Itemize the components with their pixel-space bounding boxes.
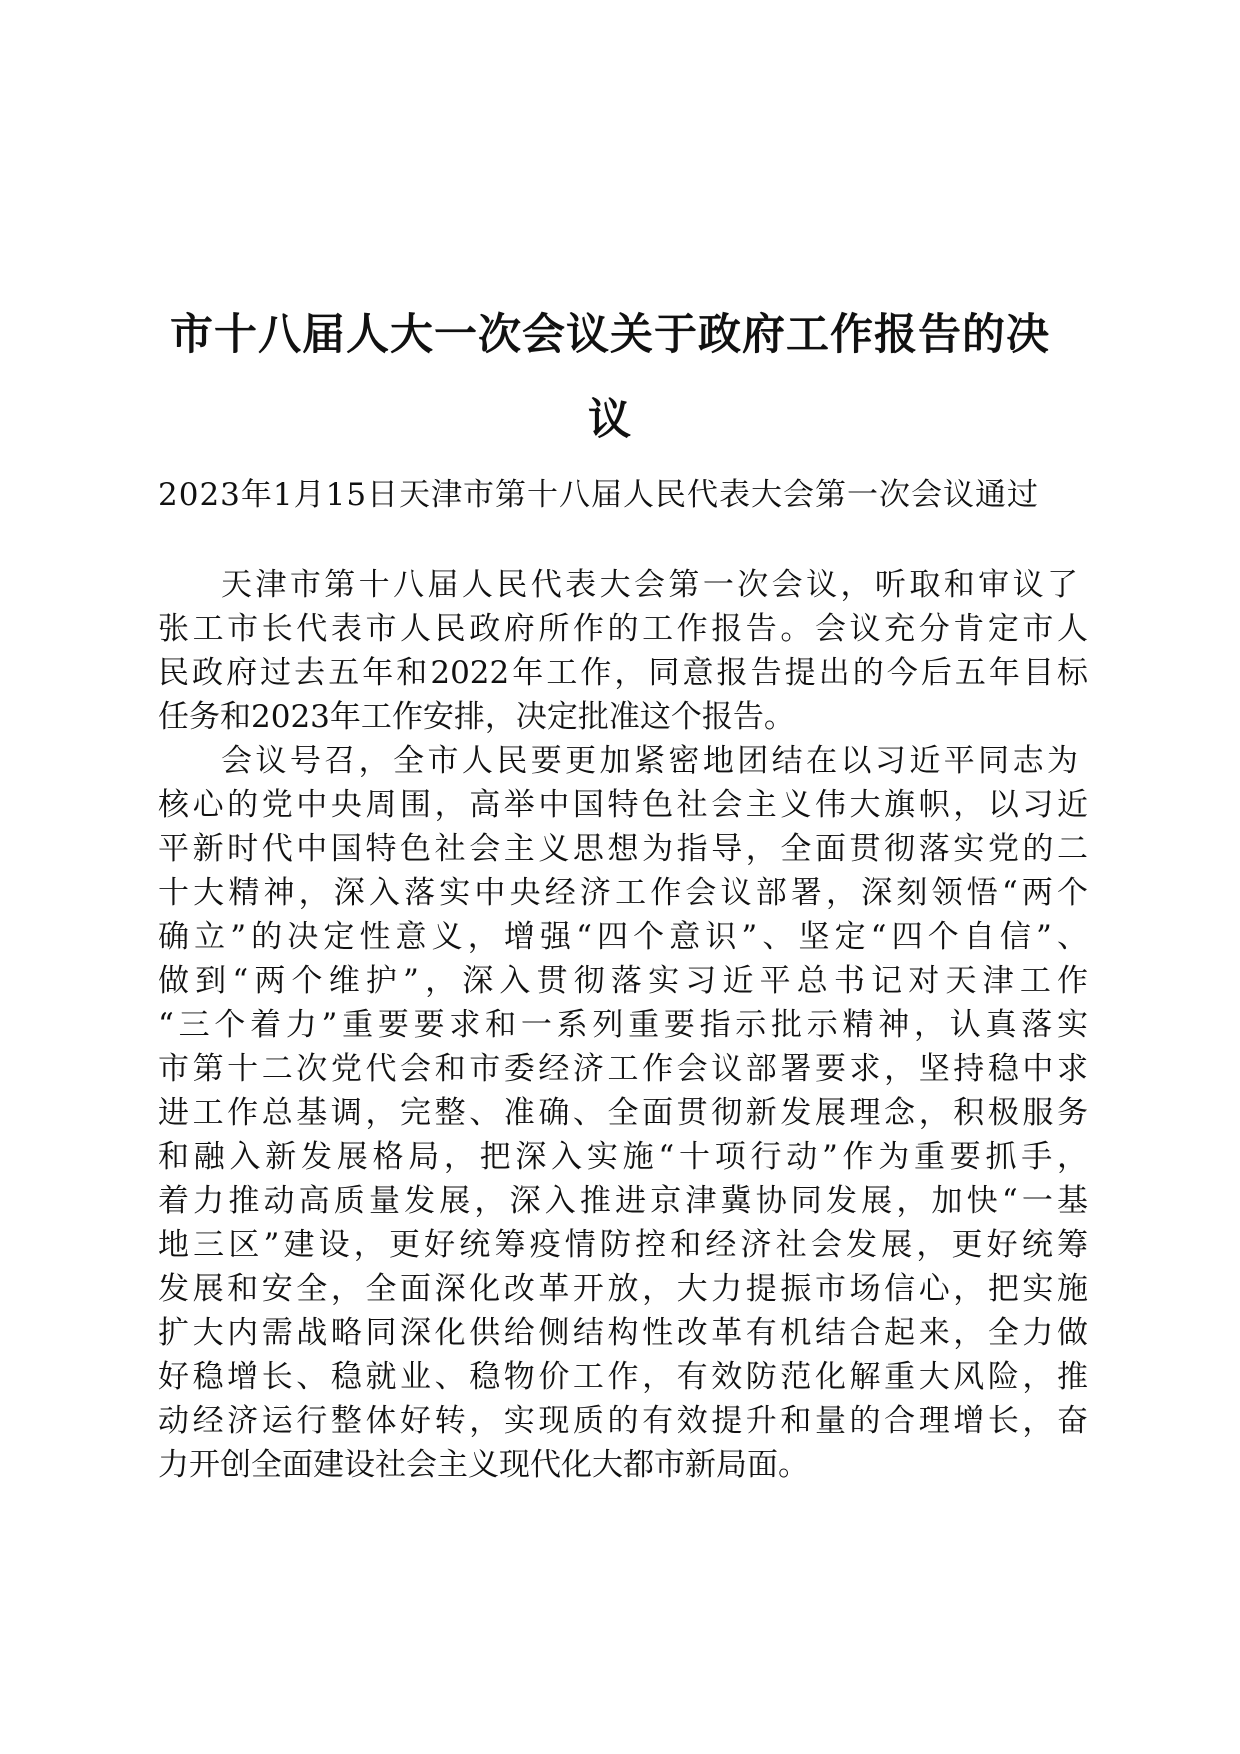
paragraph-1-line-1: 天津市第十八届人民代表大会第一次会议，听取和审议了 xyxy=(221,567,1078,603)
document-subtitle: 2023年1月15日天津市第十八届人民代表大会第一次会议通过 xyxy=(158,477,1040,513)
document-title-line-2: 议 xyxy=(588,395,632,445)
paragraph-1-line-2: 张工市长代表市人民政府所作的工作报告。会议充分肯定市人 xyxy=(158,611,1088,647)
document-title-line-1: 市十八届人大一次会议关于政府工作报告的决 xyxy=(170,310,1050,360)
paragraph-2-line-16: 动经济运行整体好转，实现质的有效提升和量的合理增长，奋 xyxy=(158,1403,1088,1439)
paragraph-2-line-13: 发展和安全，全面深化改革开放，大力提振市场信心，把实施 xyxy=(158,1271,1088,1307)
paragraph-2-line-8: 市第十二次党代会和市委经济工作会议部署要求，坚持稳中求 xyxy=(158,1051,1088,1087)
paragraph-2-line-5: 确立”的决定性意义，增强“四个意识”、坚定“四个自信”、 xyxy=(158,919,1088,955)
paragraph-2-line-2: 核心的党中央周围，高举中国特色社会主义伟大旗帜，以习近 xyxy=(158,787,1088,823)
paragraph-2-line-1: 会议号召，全市人民要更加紧密地团结在以习近平同志为 xyxy=(221,743,1078,779)
paragraph-2-line-11: 着力推动高质量发展，深入推进京津冀协同发展，加快“一基 xyxy=(158,1183,1088,1219)
paragraph-2-line-3: 平新时代中国特色社会主义思想为指导，全面贯彻落实党的二 xyxy=(158,831,1088,867)
paragraph-2-line-4: 十大精神，深入落实中央经济工作会议部署，深刻领悟“两个 xyxy=(158,875,1088,911)
paragraph-1-line-3: 民政府过去五年和2022年工作，同意报告提出的今后五年目标 xyxy=(158,655,1088,691)
paragraph-2-line-9: 进工作总基调，完整、准确、全面贯彻新发展理念，积极服务 xyxy=(158,1095,1088,1131)
paragraph-2-line-12: 地三区”建设，更好统筹疫情防控和经济社会发展，更好统筹 xyxy=(158,1227,1088,1263)
paragraph-1-line-4: 任务和2023年工作安排，决定批准这个报告。 xyxy=(158,699,795,735)
paragraph-2-line-7: “三个着力”重要要求和一系列重要指示批示精神，认真落实 xyxy=(158,1007,1088,1043)
paragraph-2-line-6: 做到“两个维护”，深入贯彻落实习近平总书记对天津工作 xyxy=(158,963,1088,999)
paragraph-2-line-10: 和融入新发展格局，把深入实施“十项行动”作为重要抓手， xyxy=(158,1139,1088,1175)
paragraph-2-line-14: 扩大内需战略同深化供给侧结构性改革有机结合起来，全力做 xyxy=(158,1315,1088,1351)
paragraph-2-line-17: 力开创全面建设社会主义现代化大都市新局面。 xyxy=(158,1447,809,1483)
paragraph-2-line-15: 好稳增长、稳就业、稳物价工作，有效防范化解重大风险，推 xyxy=(158,1359,1088,1395)
